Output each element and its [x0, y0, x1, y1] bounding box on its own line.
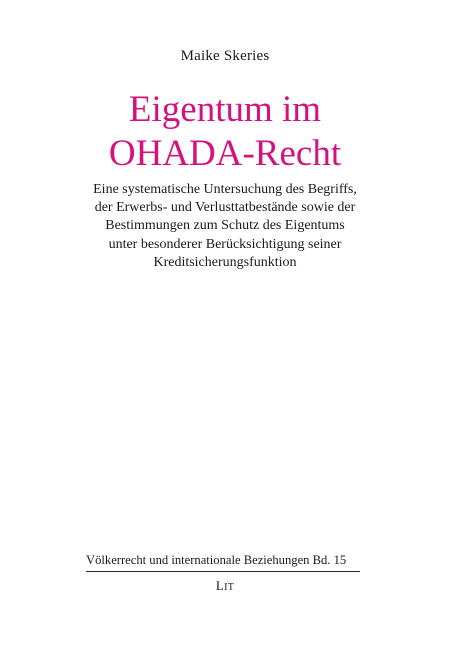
- series-divider: [86, 571, 360, 572]
- publisher-rest: IT: [224, 582, 235, 593]
- publisher-initial: L: [215, 578, 225, 593]
- book-title: [0, 88, 450, 176]
- book-subtitle: [0, 181, 450, 272]
- subtitle-line-4: unter besonderer Berücksichtigung seiner: [108, 236, 342, 252]
- author-name: Maike Skeries: [180, 48, 270, 64]
- subtitle-line-5: Kreditsicherungsfunktion: [153, 254, 297, 270]
- book-title-line-2: OHADA-Recht: [108, 133, 342, 174]
- book-title-line-1: Eigentum im: [128, 89, 322, 130]
- subtitle-line-1: Eine systematische Untersuchung des Begriffs,: [93, 182, 357, 197]
- series-title: Völkerrecht und internationale Beziehungen Bd. 15: [86, 553, 347, 567]
- publisher-logo: [0, 578, 450, 594]
- subtitle-line-2: der Erwerbs- und Verlusttatbestände sowie der: [94, 200, 356, 216]
- subtitle-line-3: Bestimmungen zum Schutz des Eigentums: [105, 218, 345, 234]
